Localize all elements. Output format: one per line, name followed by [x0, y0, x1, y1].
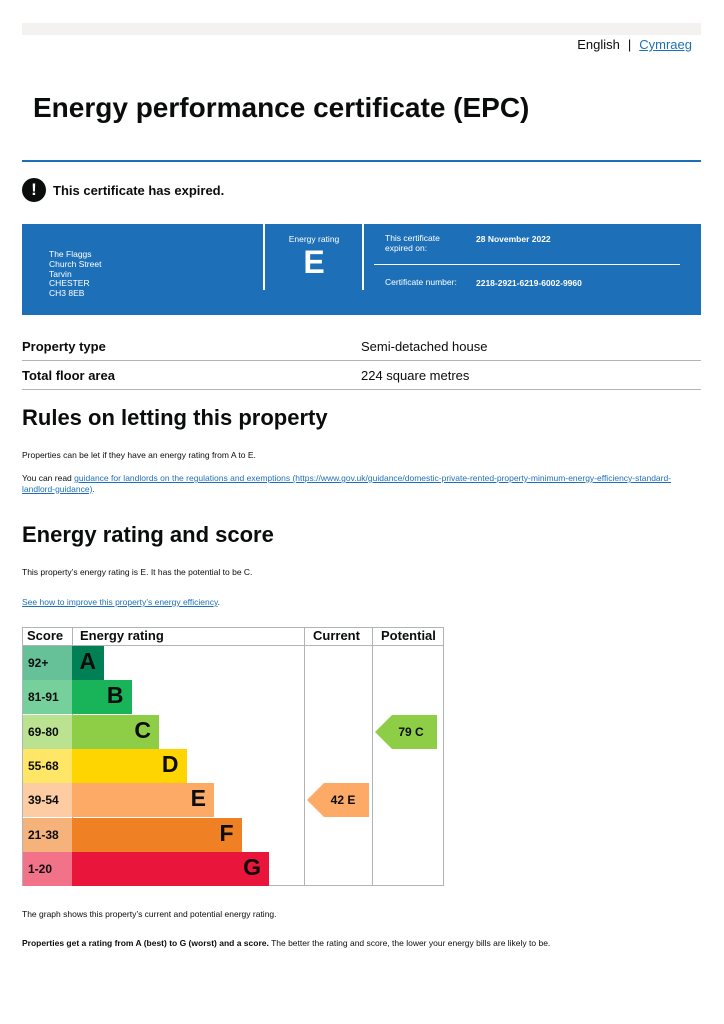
- warning-icon: !: [22, 178, 46, 202]
- guidance-suffix: .: [92, 483, 95, 494]
- potential-rating-arrow-label: 79 C: [398, 724, 424, 739]
- band-bar-e: [72, 783, 214, 817]
- banner-rule: [374, 264, 680, 265]
- language-separator: |: [627, 37, 632, 52]
- band-letter: C: [134, 716, 151, 743]
- certificate-number-label: Certificate number:: [385, 277, 457, 287]
- address-line: Tarvin: [49, 268, 72, 279]
- improve-link-suffix: .: [217, 597, 220, 607]
- rating-explanation-rest: The better the rating and score, the lower your energy bills are likely to be.: [268, 938, 551, 948]
- band-bar-a: [72, 646, 104, 680]
- page-title: Energy performance certificate (EPC): [33, 92, 530, 123]
- expired-text: This certificate has expired.: [53, 182, 225, 198]
- band-letter: E: [190, 785, 206, 812]
- title-divider: [22, 160, 701, 162]
- band-bar-c: [72, 715, 159, 749]
- potential-rating-arrow: [375, 715, 437, 749]
- band-letter: G: [243, 853, 261, 880]
- chart-column-divider: [372, 628, 373, 885]
- band-bar-f: [72, 818, 242, 852]
- language-switcher: [577, 37, 692, 52]
- band-score-a: 92+: [23, 646, 72, 680]
- improve-link[interactable]: See how to improve this property’s energy efficiency: [22, 597, 218, 607]
- rating-heading: Energy rating and score: [22, 522, 274, 547]
- rating-explanation: [22, 938, 702, 949]
- summary-row-floor-area: [22, 362, 701, 390]
- summary-value: Semi-detached house: [361, 339, 488, 354]
- summary-label: Total floor area: [22, 368, 115, 383]
- expired-notice: [22, 178, 224, 202]
- guidance-link-text: guidance for landlords on the regulations and exemptions: [74, 473, 291, 483]
- band-letter: B: [106, 682, 124, 709]
- band-bar-d: [72, 749, 187, 783]
- chart-caption: The graph shows this property’s current and potential energy rating.: [22, 909, 277, 919]
- summary-value: 224 square metres: [361, 368, 470, 383]
- banner-divider: [362, 224, 364, 290]
- certificate-banner: [22, 224, 701, 315]
- summary-row-property-type: [22, 333, 701, 361]
- band-score-c: 69-80: [23, 715, 72, 749]
- chart-column-divider: [304, 628, 305, 885]
- letting-paragraph: Properties can be let if they have an energy rating from A to E.: [22, 450, 256, 460]
- band-score-e: 39-54: [23, 783, 72, 817]
- improve-paragraph: [22, 597, 702, 608]
- current-rating-arrow-label: 42 E: [330, 793, 356, 808]
- guidance-link[interactable]: [22, 473, 671, 494]
- band-letter: D: [161, 750, 179, 777]
- band-letter: F: [219, 819, 234, 846]
- address-line: The Flaggs: [49, 249, 92, 259]
- band-score-g: 1-20: [23, 852, 72, 886]
- certificate-number-value: 2218-2921-6219-6002-9960: [476, 278, 582, 288]
- guidance-prefix: You can read: [22, 473, 75, 483]
- epc-rating-chart: [22, 627, 444, 886]
- chart-header-potential: Potential: [381, 628, 436, 643]
- rating-paragraph: This property’s energy rating is E. It has the potential to be C.: [22, 567, 253, 577]
- chart-header-current: Current: [313, 628, 360, 643]
- chart-header-energy-rating: Energy rating: [80, 628, 164, 643]
- band-bar-g: [72, 852, 269, 886]
- band-letter: A: [79, 648, 96, 674]
- current-rating-arrow: [307, 783, 369, 817]
- expired-on-label: This certificate expired on:: [385, 233, 440, 253]
- band-bar-b: [72, 680, 132, 714]
- address-line: CH3 8EB: [49, 288, 85, 299]
- property-address: [49, 250, 101, 299]
- summary-label: Property type: [22, 339, 106, 354]
- energy-rating-label: Energy rating: [288, 234, 340, 244]
- band-score-b: 81-91: [23, 680, 72, 714]
- energy-rating-letter: E: [303, 244, 325, 280]
- guidance-link-url: (https://www.gov.uk/guidance/domestic-private-rented-property-minimum-energy-efficiency-standard-landlord-guidance): [22, 473, 672, 494]
- address-line: CHESTER: [49, 278, 90, 289]
- top-bar: [22, 23, 701, 35]
- address-line: Church Street: [49, 258, 102, 269]
- band-score-f: 21-38: [23, 818, 72, 852]
- letting-heading: Rules on letting this property: [22, 405, 328, 430]
- chart-header-score: Score: [27, 628, 64, 643]
- rating-explanation-bold: Properties get a rating from A (best) to G (worst) and a score.: [22, 938, 269, 948]
- expired-on-value: 28 November 2022: [476, 234, 551, 244]
- letting-guidance-paragraph: [22, 473, 702, 494]
- language-current: English: [577, 37, 620, 52]
- language-link-cymraeg[interactable]: Cymraeg: [639, 37, 692, 52]
- band-score-d: 55-68: [23, 749, 72, 783]
